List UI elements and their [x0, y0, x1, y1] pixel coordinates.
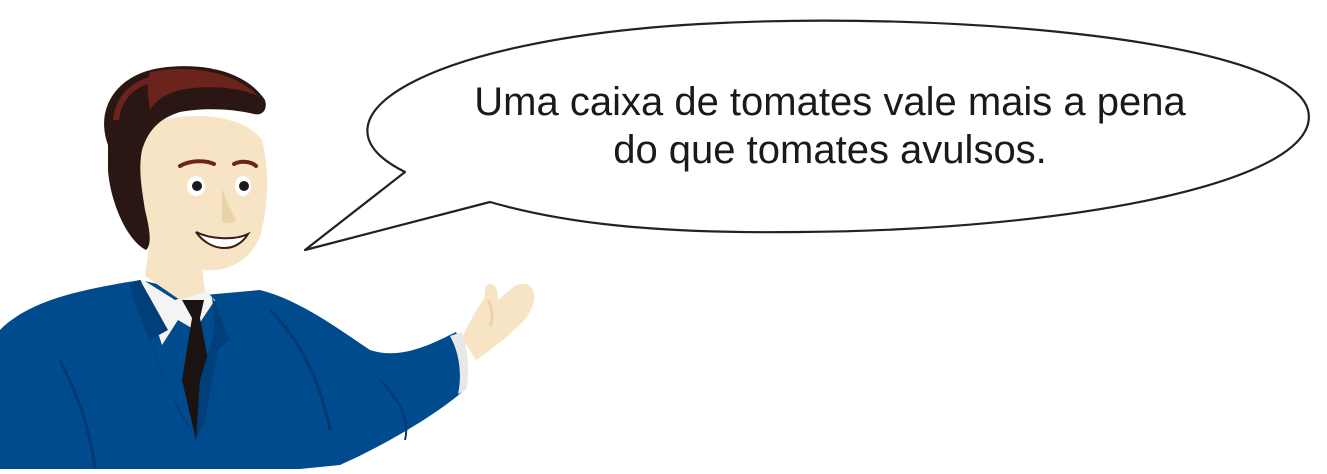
suit-jacket	[0, 280, 466, 469]
speech-line-1: Uma caixa de tomates vale mais a pena	[474, 80, 1186, 124]
speech-bubble-text	[380, 78, 1280, 174]
raised-hand-icon	[462, 284, 534, 360]
speech-line-2: do que tomates avulsos.	[613, 128, 1047, 172]
